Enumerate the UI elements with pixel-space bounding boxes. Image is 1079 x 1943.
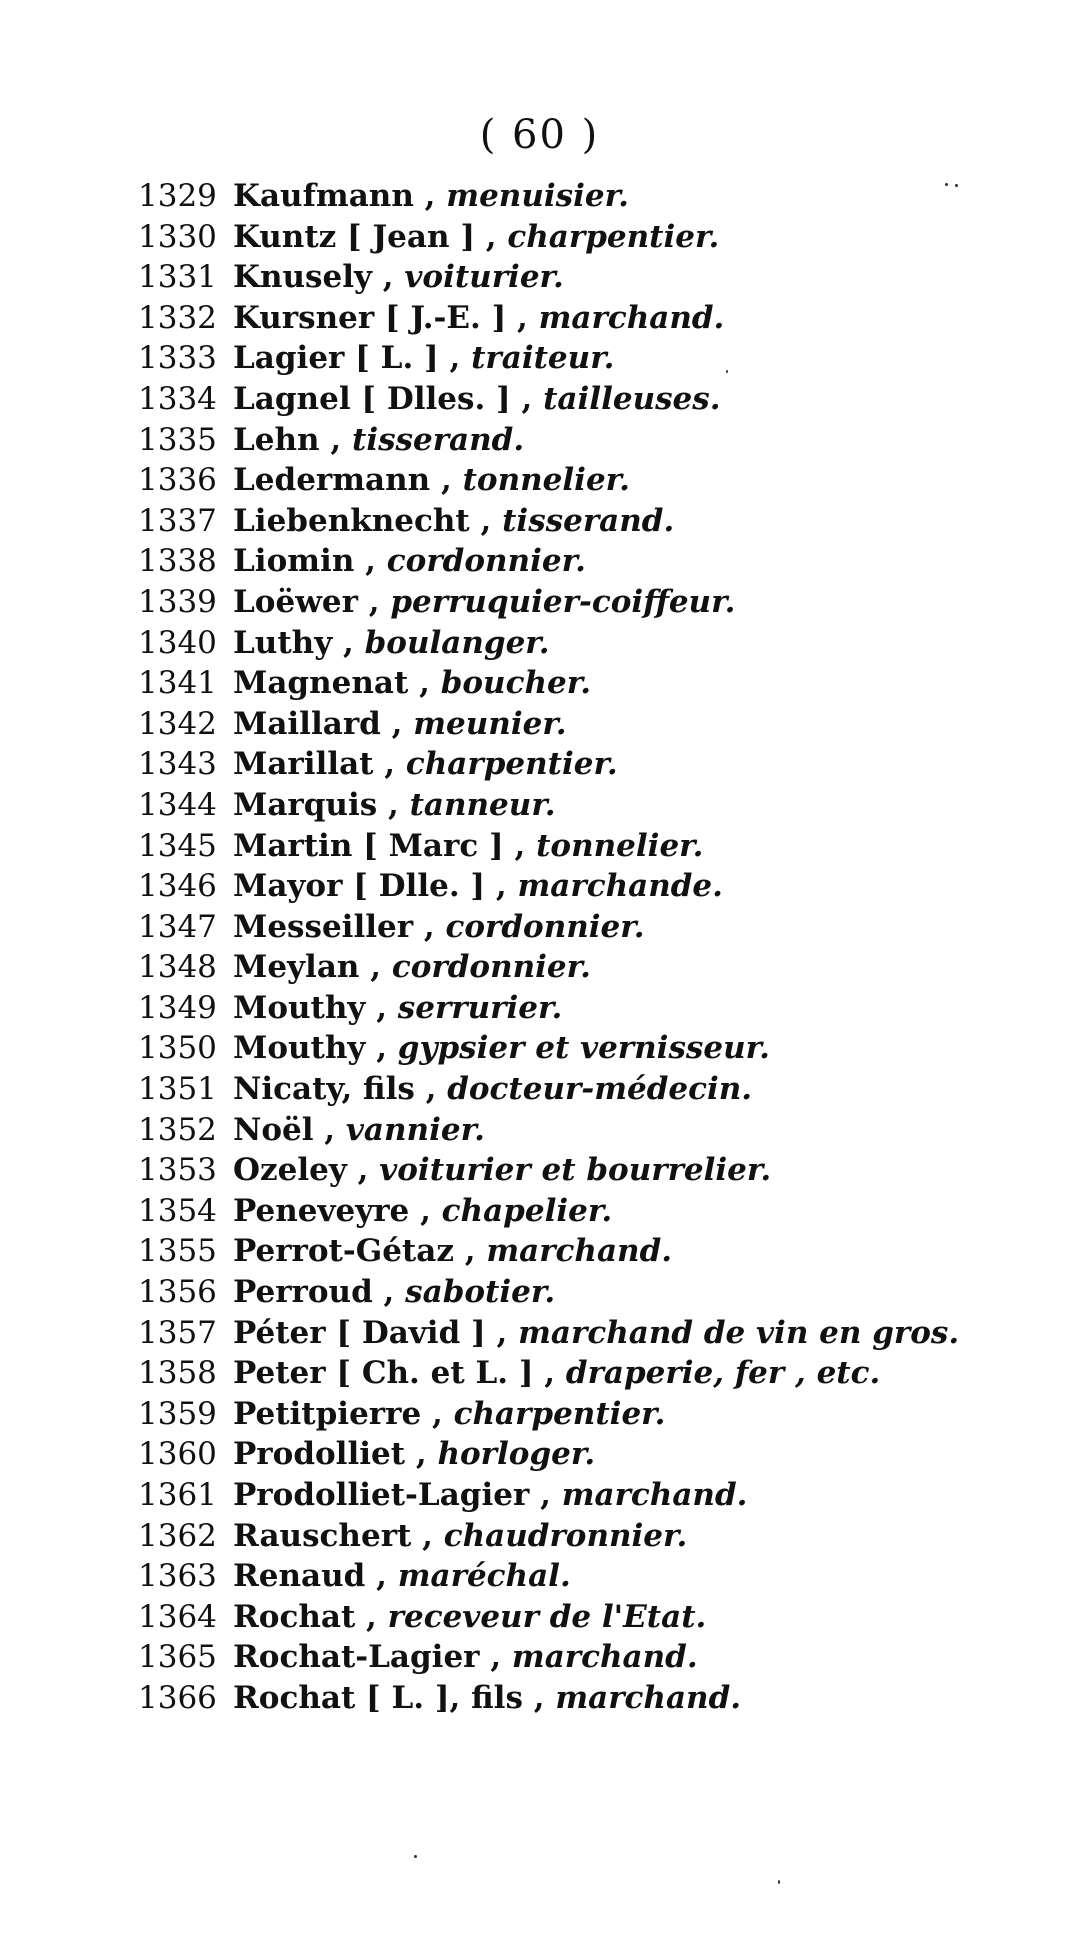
entry-separator: , <box>510 380 544 417</box>
entry-number: 1338 <box>138 543 217 580</box>
entry-name: Perroud <box>233 1274 373 1311</box>
list-item <box>138 866 1058 907</box>
entry-trade: voiturier et bourrelier. <box>379 1152 772 1189</box>
entry-trade: menuisier. <box>446 178 629 214</box>
entry-trade: tailleuses. <box>543 380 721 417</box>
entry-number: 1366 <box>138 1679 217 1716</box>
entry-number: 1364 <box>138 1598 217 1635</box>
list-item <box>138 988 1058 1029</box>
entry-separator: , <box>357 583 391 620</box>
entry-separator: , <box>413 908 446 945</box>
entry-name: Kaufmann <box>233 178 414 214</box>
list-item <box>138 217 1058 258</box>
entry-name: Peneveyre <box>233 1192 410 1229</box>
entry-separator: , <box>346 1152 380 1189</box>
list-item <box>138 1231 1058 1272</box>
entry-name: Petitpierre <box>233 1395 422 1432</box>
entry-number: 1332 <box>138 299 217 336</box>
entry-name: Ledermann <box>233 462 431 499</box>
entry-separator: , <box>365 1558 398 1595</box>
list-item <box>138 1313 1058 1354</box>
entry-separator: , <box>529 1477 562 1513</box>
entry-name: Perrot-Gétaz <box>233 1233 454 1270</box>
entry-name: Rochat-Lagier <box>233 1639 480 1676</box>
list-item <box>138 257 1058 298</box>
entry-trade: sabotier. <box>405 1274 556 1311</box>
entry-trade: tonnelier. <box>536 827 704 864</box>
list-item <box>138 744 1058 785</box>
entry-name: Lehn <box>233 421 320 458</box>
entry-separator: , <box>503 827 537 864</box>
entry-trade: receveur de l'Etat. <box>387 1598 707 1635</box>
entry-name: Peter [ Ch. et L. ] <box>233 1355 534 1392</box>
entry-number: 1339 <box>138 583 217 620</box>
entry-separator: , <box>485 1314 519 1351</box>
entry-number: 1348 <box>138 949 217 986</box>
entry-trade: meunier. <box>413 705 567 742</box>
entry-number: 1330 <box>138 218 217 255</box>
list-item <box>138 501 1058 542</box>
paper-speck <box>778 1880 780 1884</box>
list-item <box>138 582 1058 623</box>
list-item <box>138 379 1058 420</box>
paper-speck <box>726 370 728 373</box>
entry-number: 1354 <box>138 1192 217 1229</box>
entry-trade: serrurier. <box>397 989 563 1026</box>
entry-name: Ozeley <box>233 1152 347 1189</box>
entry-name: Prodolliet <box>233 1436 406 1473</box>
entry-separator: , <box>377 786 410 823</box>
entry-number: 1343 <box>138 746 217 783</box>
entry-trade: horloger. <box>437 1436 596 1473</box>
list-item <box>138 1434 1058 1475</box>
entry-name: Luthy <box>233 624 333 661</box>
paper-speck <box>414 1855 417 1858</box>
list-item <box>138 623 1058 664</box>
entry-trade: charpentier. <box>507 218 720 255</box>
entry-trade: tisserand. <box>502 502 675 539</box>
list-item <box>138 1353 1058 1394</box>
entry-name: Noël <box>233 1111 314 1148</box>
list-item <box>138 420 1058 461</box>
entry-number: 1361 <box>138 1477 217 1513</box>
entry-trade: tanneur. <box>409 786 556 823</box>
list-item <box>138 1272 1058 1313</box>
entry-number: 1336 <box>138 462 217 499</box>
list-item <box>138 1150 1058 1191</box>
entry-name: Liomin <box>233 543 355 580</box>
entry-separator: , <box>485 868 518 905</box>
entry-separator: , <box>313 1111 346 1148</box>
entry-trade: marchand. <box>486 1233 673 1270</box>
entry-trade: tonnelier. <box>462 462 630 499</box>
entry-name: Magnenat <box>233 665 409 702</box>
entry-trade: draperie, fer , etc. <box>565 1355 881 1392</box>
entry-trade: marchande. <box>517 868 723 905</box>
list-item <box>138 1069 1058 1110</box>
entry-separator: , <box>430 462 463 499</box>
entry-separator: , <box>359 949 392 986</box>
entry-number: 1358 <box>138 1355 217 1392</box>
list-item <box>138 1028 1058 1069</box>
entry-number: 1363 <box>138 1558 217 1595</box>
entry-separator: , <box>365 989 398 1026</box>
entry-trade: vannier. <box>345 1111 485 1148</box>
entry-trade: boulanger. <box>364 624 550 661</box>
list-item <box>138 1110 1058 1151</box>
entry-name: Kuntz [ Jean ] <box>233 218 475 255</box>
entry-name: Mouthy <box>233 1030 366 1067</box>
list-item <box>138 298 1058 339</box>
entry-name: Rochat <box>233 1598 356 1635</box>
entry-name: Mayor [ Dlle. ] <box>233 868 486 905</box>
entry-name: Martin [ Marc ] <box>233 827 504 864</box>
entry-name: Liebenknecht <box>233 502 470 539</box>
entry-number: 1342 <box>138 705 217 742</box>
entry-number: 1356 <box>138 1274 217 1311</box>
entry-separator: , <box>438 340 472 377</box>
list-item <box>138 1191 1058 1232</box>
entry-number: 1337 <box>138 502 217 539</box>
entry-separator: , <box>365 1030 398 1067</box>
list-item <box>138 1597 1058 1638</box>
entry-number: 1349 <box>138 989 217 1026</box>
entry-name: Meylan <box>233 949 360 986</box>
entry-number: 1359 <box>138 1395 217 1432</box>
entry-separator: , <box>414 1071 448 1108</box>
entry-trade: marchand de vin en gros. <box>518 1314 960 1351</box>
entry-number: 1350 <box>138 1030 217 1067</box>
entry-separator: , <box>373 746 406 783</box>
entry-separator: , <box>332 624 365 661</box>
entry-name: Rochat [ L. ], fils <box>233 1679 523 1716</box>
entry-number: 1355 <box>138 1233 217 1270</box>
entry-number: 1365 <box>138 1639 217 1676</box>
list-item <box>138 704 1058 745</box>
entry-separator: , <box>411 1517 444 1554</box>
entry-number: 1344 <box>138 786 217 823</box>
entry-separator: , <box>372 1274 406 1311</box>
entry-trade: cordonnier. <box>391 949 591 986</box>
list-item <box>138 176 1058 217</box>
entry-trade: boucher. <box>440 665 591 702</box>
entry-name: Knusely <box>233 259 372 296</box>
entry-separator: , <box>522 1679 556 1716</box>
entry-trade: marchand. <box>555 1679 742 1716</box>
entry-number: 1351 <box>138 1071 217 1108</box>
entry-trade: docteur-médecin. <box>447 1071 753 1108</box>
entry-name: Lagier [ L. ] <box>233 340 439 377</box>
list-item <box>138 826 1058 867</box>
list-item <box>138 947 1058 988</box>
list-item <box>138 541 1058 582</box>
entry-name: Péter [ David ] <box>233 1314 486 1351</box>
entry-number: 1353 <box>138 1152 217 1189</box>
entry-trade: cordonnier. <box>386 543 586 580</box>
entry-trade: chapelier. <box>441 1192 613 1229</box>
entry-trade: charpentier. <box>405 746 618 783</box>
entry-name: Kursner [ J.-E. ] <box>233 299 507 336</box>
list-item <box>138 663 1058 704</box>
entry-number: 1347 <box>138 908 217 945</box>
entry-number: 1360 <box>138 1436 217 1473</box>
list-item <box>138 1516 1058 1557</box>
entry-number: 1335 <box>138 421 217 458</box>
entry-trade: marchand. <box>538 299 725 336</box>
entry-number: 1352 <box>138 1111 217 1148</box>
entry-separator: , <box>319 421 352 458</box>
entry-separator: , <box>479 1639 512 1676</box>
list-item <box>138 1637 1058 1678</box>
entry-name: Marillat <box>233 746 374 783</box>
entry-number: 1357 <box>138 1314 217 1351</box>
entry-number: 1340 <box>138 624 217 661</box>
entry-separator: , <box>506 299 539 336</box>
entry-separator: , <box>372 259 405 296</box>
entry-number: 1362 <box>138 1517 217 1554</box>
list-item <box>138 1678 1058 1719</box>
entry-trade: voiturier. <box>404 259 564 296</box>
entry-trade: perruquier-coiffeur. <box>390 583 736 620</box>
list-item <box>138 338 1058 379</box>
entry-trade: chaudronnier. <box>443 1517 688 1554</box>
entry-trade: marchand. <box>561 1477 748 1513</box>
entry-name: Messeiller <box>233 908 414 945</box>
list-item <box>138 785 1058 826</box>
entry-trade: charpentier. <box>453 1395 666 1432</box>
entry-separator: , <box>453 1233 487 1270</box>
entry-separator: , <box>413 178 447 214</box>
entry-separator: , <box>405 1436 438 1473</box>
entry-trade: marchand. <box>511 1639 698 1676</box>
entry-separator: , <box>355 1598 388 1635</box>
list-item <box>138 1475 1058 1516</box>
entry-separator: , <box>469 502 503 539</box>
list-item <box>138 907 1058 948</box>
entry-name: Mouthy <box>233 989 366 1026</box>
entry-number: 1331 <box>138 259 217 296</box>
entry-number: 1346 <box>138 868 217 905</box>
paper-speck <box>955 184 958 187</box>
entry-trade: gypsier et vernisseur. <box>397 1030 770 1067</box>
list-item <box>138 1556 1058 1597</box>
entry-separator: , <box>408 665 441 702</box>
page-number: ( 60 ) <box>479 112 600 158</box>
entry-name: Maillard <box>233 705 381 742</box>
entry-name: Lagnel [ Dlles. ] <box>233 380 511 417</box>
entry-separator: , <box>475 218 508 255</box>
list-item <box>138 460 1058 501</box>
directory-list <box>138 176 1058 1719</box>
list-item <box>138 1394 1058 1435</box>
entry-name: Renaud <box>233 1558 366 1595</box>
entry-number: 1329 <box>138 178 217 214</box>
entry-separator: , <box>380 705 414 742</box>
entry-trade: maréchal. <box>397 1558 571 1595</box>
paper-speck <box>945 183 948 186</box>
entry-name: Rauschert <box>233 1517 412 1554</box>
entry-name: Nicaty, fils <box>233 1071 415 1108</box>
entry-separator: , <box>409 1192 442 1229</box>
entry-name: Prodolliet-Lagier <box>233 1477 530 1513</box>
entry-name: Marquis <box>233 786 378 823</box>
entry-number: 1333 <box>138 340 217 377</box>
entry-trade: tisserand. <box>352 421 525 458</box>
entry-number: 1345 <box>138 827 217 864</box>
entry-number: 1334 <box>138 380 217 417</box>
entry-separator: , <box>421 1395 454 1432</box>
entry-name: Loëwer <box>233 583 358 620</box>
entry-separator: , <box>354 543 387 580</box>
entry-number: 1341 <box>138 665 217 702</box>
entry-separator: , <box>533 1355 566 1392</box>
entry-trade: traiteur. <box>471 340 615 377</box>
entry-trade: cordonnier. <box>445 908 645 945</box>
